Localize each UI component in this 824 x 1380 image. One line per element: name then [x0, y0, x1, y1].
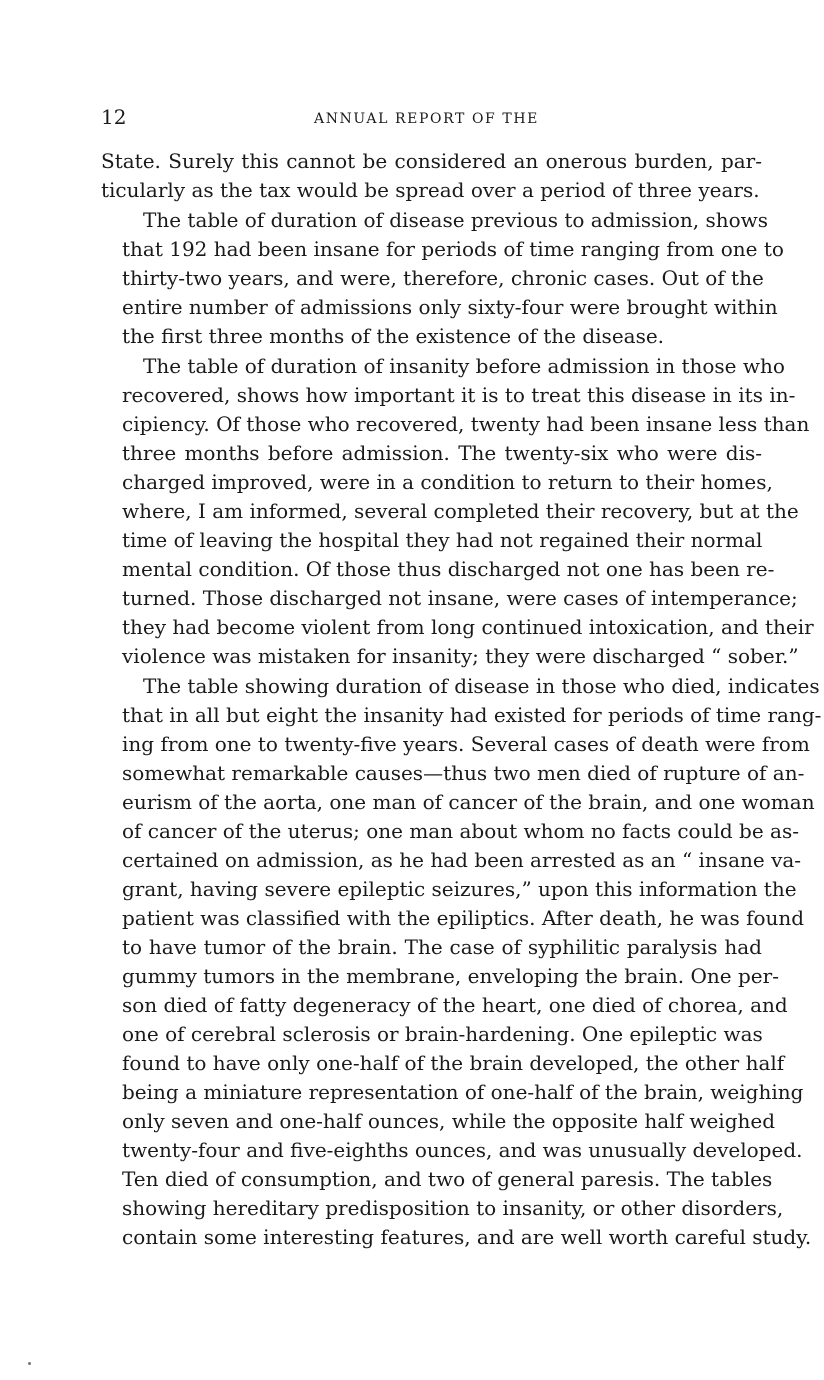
page-number: 12 — [101, 105, 127, 129]
paragraph — [101, 206, 784, 351]
text-line: gummy tumors in the membrane, enveloping the brain. One per- — [122, 964, 779, 988]
text-line: twenty-four and five-eighths ounces, and was unusually developed. — [122, 1138, 803, 1162]
text-line: the first three months of the existence of the disease. — [122, 324, 665, 348]
text-line: that in all but eight the insanity had existed for periods of time rang- — [122, 703, 822, 727]
text-line: recovered, shows how important it is to treat this disease in its in- — [122, 383, 796, 407]
text-line: certained on admission, as he had been arrested as an “ insane va- — [122, 848, 802, 872]
text-line: found to have only one-half of the brain developed, the other half — [122, 1051, 785, 1075]
text-line: mental condition. Of those thus discharged not one has been re- — [122, 557, 775, 581]
text-line: where, I am informed, several completed their recovery, but at the — [122, 499, 799, 523]
text-line: one of cerebral sclerosis or brain-hardening. One epileptic was — [122, 1022, 763, 1046]
text-line: showing hereditary predisposition to insanity, or other disorders, — [122, 1196, 784, 1220]
text-line: State. Surely this cannot be considered an onerous burden, par- — [101, 149, 762, 173]
paragraph — [101, 672, 822, 1252]
text-line: ing from one to twenty-five years. Several cases of death were from — [122, 732, 810, 756]
text-line: entire number of admissions only sixty-four were brought within — [122, 295, 778, 319]
text-line: contain some interesting features, and are well worth careful study. — [122, 1225, 812, 1249]
text-line: only seven and one-half ounces, while the opposite half weighed — [122, 1109, 776, 1133]
text-line: The table showing duration of disease in those who died, indicates — [143, 674, 820, 698]
text-line: of cancer of the uterus; one man about whom no facts could be as- — [122, 819, 799, 843]
text-line: Ten died of consumption, and two of general paresis. The tables — [122, 1167, 773, 1191]
text-line: eurism of the aorta, one man of cancer of the brain, and one woman — [122, 790, 815, 814]
text-line: to have tumor of the brain. The case of syphilitic paralysis had — [122, 935, 762, 959]
scan-speck — [28, 1362, 31, 1365]
text-line: thirty-two years, and were, therefore, chronic cases. Out of the — [122, 266, 764, 290]
text-line: cipiency. Of those who recovered, twenty had been insane less than — [122, 412, 810, 436]
text-line: that 192 had been insane for periods of time ranging from one to — [122, 237, 784, 261]
text-line: time of leaving the hospital they had not regained their normal — [122, 528, 763, 552]
running-head: ANNUAL REPORT OF THE — [314, 111, 539, 127]
text-line: patient was classified with the epiliptics. After death, he was found — [122, 906, 805, 930]
text-line: son died of fatty degeneracy of the heart, one died of chorea, and — [122, 993, 788, 1017]
text-line: three months before admission. The twenty-six who were dis- — [122, 441, 762, 465]
text-line: being a miniature representation of one-half of the brain, weighing — [122, 1080, 804, 1104]
paragraph — [101, 147, 762, 205]
text-line: turned. Those discharged not insane, were cases of intemperance; — [122, 586, 798, 610]
text-line: somewhat remarkable causes—thus two men died of rupture of an- — [122, 761, 805, 785]
body-text — [101, 147, 822, 1252]
text-line: grant, having severe epileptic seizures,” upon this information the — [122, 877, 797, 901]
text-line: charged improved, were in a condition to return to their homes, — [122, 470, 773, 494]
paragraph — [101, 352, 814, 671]
text-line: violence was mistaken for insanity; they were discharged “ sober.” — [122, 644, 799, 668]
text-line: they had become violent from long continued intoxication, and their — [122, 615, 814, 639]
text-line: ticularly as the tax would be spread over a period of three years. — [101, 178, 760, 202]
page-header — [101, 104, 763, 134]
text-line: The table of duration of disease previous to admission, shows — [143, 208, 769, 232]
text-line: The table of duration of insanity before admission in those who — [143, 354, 785, 378]
